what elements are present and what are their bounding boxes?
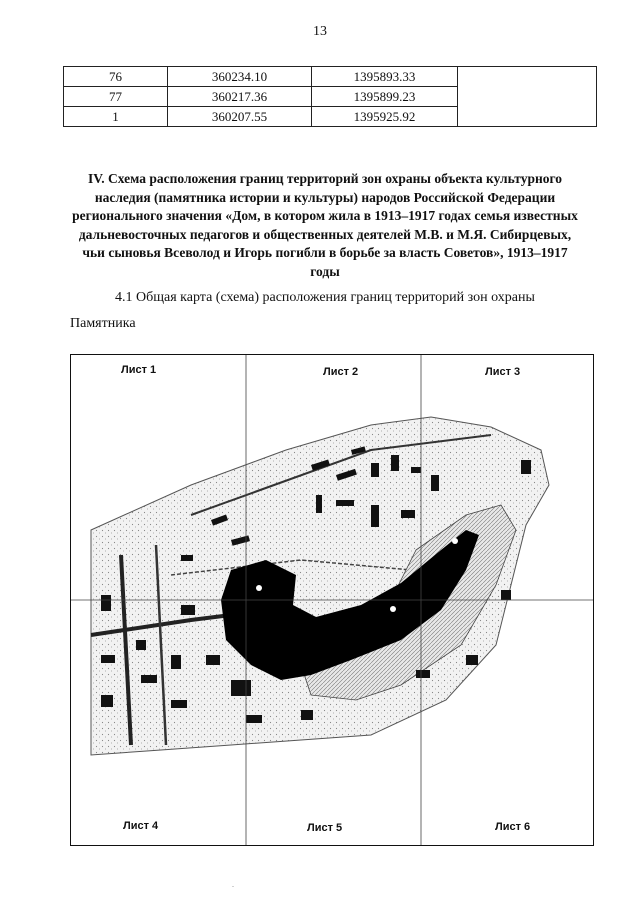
table-cell: 76 (64, 67, 168, 87)
lake-marker (256, 585, 262, 591)
sheet-grid (71, 355, 593, 845)
table-cell: 1395899.23 (312, 87, 458, 107)
lake-marker (452, 538, 458, 544)
coordinates-table (63, 66, 597, 127)
table-row (64, 67, 597, 87)
table-cell: 360207.55 (168, 107, 312, 127)
map-caption-continued: Памятника (70, 316, 136, 331)
sheet-label-3: Лист 3 (485, 366, 521, 378)
sheet-label-4: Лист 4 (123, 820, 159, 832)
footer-mark: . (232, 880, 234, 889)
section-heading: IV. Схема расположения границ территорий зон охраны объекта культурного наследия (памятника истории и культуры) народов Российской Федерации регионального значения «Дом, в котором жила в 1913–1917 годах семья известных дальневосточных педагогов и общественных деятелей М.В. и М.Я. Сибирцевых, чьи сыновья Всеволод и Игорь погибли в борьбе за власть Советов», 1913–1917 годы (72, 171, 578, 279)
table-cell: 1 (64, 107, 168, 127)
map-drawing (71, 355, 593, 845)
table-cell-empty (458, 67, 597, 127)
sheet-label-1: Лист 1 (121, 364, 157, 376)
page-number: 13 (313, 24, 327, 39)
table-cell: 1395893.33 (312, 67, 458, 87)
sheet-label-5: Лист 5 (307, 822, 343, 834)
map-caption: 4.1 Общая карта (схема) расположения границ территорий зон охраны (115, 290, 535, 305)
table-cell: 360234.10 (168, 67, 312, 87)
table-cell: 77 (64, 87, 168, 107)
sheet-label-2: Лист 2 (323, 366, 359, 378)
map-scheme (70, 354, 594, 846)
sheet-label-6: Лист 6 (495, 821, 531, 833)
table-cell: 1395925.92 (312, 107, 458, 127)
lake-marker (390, 606, 396, 612)
table-cell: 360217.36 (168, 87, 312, 107)
